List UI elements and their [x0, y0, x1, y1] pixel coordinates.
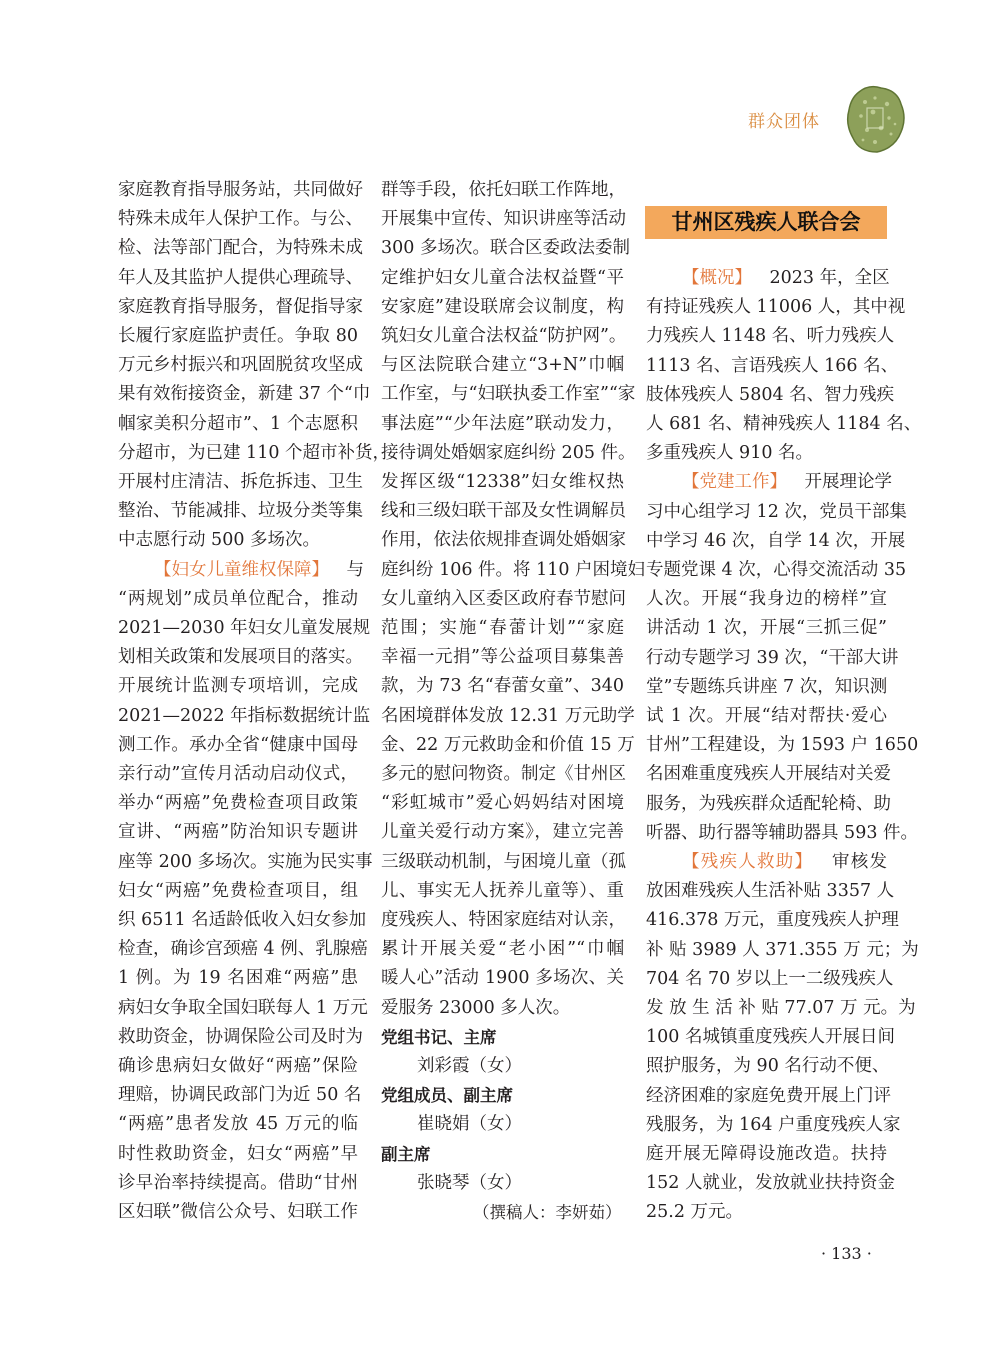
paragraph-line: 爱服务 23000 多人次。: [381, 997, 571, 1018]
relief-paragraph-start-text: 审核发: [830, 852, 887, 872]
paragraph-line: 甘州”工程建设，为 1593 户 1650: [646, 735, 919, 756]
paragraph-line: 理赔，协调民政部门为近 50 名: [118, 1085, 362, 1106]
leader-role: 副主席: [381, 1144, 431, 1164]
page-number: · 133 ·: [821, 1244, 872, 1263]
paragraph-line: 人次。开展“我身边的榜样”宣: [646, 589, 887, 610]
paragraph-line: 儿童关爱行动方案》，建立完善: [381, 822, 624, 843]
paragraph-line: 宣讲、“两癌”防治知识专题讲: [118, 822, 358, 843]
jade-seal-icon: [845, 84, 907, 154]
paragraph-line: 发挥区级“12338”妇女维权热: [381, 472, 624, 492]
overview-paragraph-start-tag: 【概况】: [682, 268, 752, 288]
paragraph-line: 讲活动 1 次，开展“三抓三促”: [646, 618, 887, 639]
paragraph-line: 划相关政策和发展项目的落实。: [118, 647, 363, 668]
section-label: 群众团体: [748, 112, 820, 132]
paragraph-line: 704 名 70 岁以上一二级残疾人: [646, 968, 894, 989]
paragraph-line: 多重残疾人 910 名。: [646, 443, 814, 464]
paragraph-line: 确诊患病妇女做好“两癌”保险: [118, 1056, 358, 1076]
paragraph-line: 举办“两癌”免费检查项目政策: [118, 793, 358, 814]
paragraph-line: 416.378 万元，重度残疾人护理: [646, 910, 899, 931]
paragraph-line: “彩虹城市”爱心妈妈结对困境: [381, 793, 624, 814]
paragraph-line: 2021—2030 年妇女儿童发展规: [118, 618, 371, 638]
paragraph-line: 安家庭”建设联席会议制度，构: [381, 296, 624, 317]
paragraph-line: 多元的慰问物资。制定《甘州区: [381, 764, 626, 784]
paragraph-line: 筑妇女儿童合法权益“防护网”。: [381, 326, 627, 346]
org-heading: 甘州区残疾人联合会: [645, 206, 887, 239]
paragraph-line: 款，为 73 名“春蕾女童”、340: [381, 676, 624, 697]
party-paragraph-start-tag: 【党建工作】: [682, 472, 787, 493]
paragraph-line: 长履行家庭监护责任。争取 80: [118, 326, 358, 346]
leader-role: 党组成员、副主席: [381, 1086, 513, 1106]
paragraph-line: 分超市，为已建 110 个超市补货，: [118, 442, 391, 463]
paragraph-line: 专题党课 4 次，心得交流活动 35: [646, 560, 907, 580]
paragraph-line: 听器、助行器等辅助器具 593 件。: [646, 822, 919, 843]
paragraph-line: 金、22 万元救助金和价值 15 万: [381, 734, 635, 755]
paragraph-line: 放困难残疾人生活补贴 3357 人: [646, 881, 895, 902]
paragraph-line: 儿、事实无人抚养儿童等）、重: [381, 880, 624, 901]
leader-name: 刘彩霞（女）: [417, 1056, 522, 1076]
paragraph-line: 女儿童纳入区委区政府春节慰问: [381, 588, 626, 609]
paragraph-line: 区妇联”微信公众号、妇联工作: [118, 1202, 358, 1222]
paragraph-line: 经济困难的家庭免费开展上门评: [646, 1085, 891, 1106]
paragraph-line: 累计开展关爱“老小困”“巾帼: [381, 939, 624, 960]
paragraph-line: 照护服务，为 90 名行动不便、: [646, 1056, 890, 1077]
paragraph-line: 帼家美积分超市”、1 个志愿积: [118, 413, 358, 434]
paragraph-line: 妇女“两癌”免费检查项目，组: [118, 880, 358, 901]
overview-paragraph-start: [682, 264, 890, 293]
paragraph-line: 服务，为残疾群众适配轮椅、助: [646, 793, 891, 814]
paragraph-line: 果有效衔接资金，新建 37 个“巾: [118, 384, 371, 405]
paragraph-line: 病妇女争取全国妇联每人 1 万元: [118, 997, 368, 1018]
paragraph-line: 家庭教育指导服务，督促指导家: [118, 296, 363, 317]
relief-paragraph-start: [682, 848, 887, 877]
paragraph-line: 检、法等部门配合，为特殊未成: [118, 238, 363, 259]
paragraph-line: 时性救助资金，妇女“两癌”早: [118, 1143, 358, 1164]
paragraph-line: 人 681 名、精神残疾人 1184 名、: [646, 414, 922, 434]
paragraph-line: 中志愿行动 500 多场次。: [118, 530, 321, 551]
paragraph-line: 作用，依法依规排查调处婚姻家: [381, 530, 626, 551]
paragraph-line: 事法庭”“少年法庭”联动发力，: [381, 413, 624, 434]
paragraph-line: 名困难重度残疾人开展结对关爱: [646, 764, 891, 785]
paragraph-line: 接待调处婚姻家庭纠纷 205 件。: [381, 442, 636, 463]
paragraph-line: 1113 名、言语残疾人 166 名、: [646, 355, 899, 376]
rights-paragraph-start-text: 与: [346, 559, 364, 580]
paragraph-line: 发 放 生 活 补 贴 77.07 万 元。为: [646, 998, 916, 1018]
paragraph-line: 定维护妇女儿童合法权益暨“平: [381, 267, 624, 288]
paragraph-line: “两癌”患者发放 45 万元的临: [118, 1114, 358, 1135]
leader-name: 张晓琴（女）: [417, 1172, 522, 1193]
paragraph-line: 1 例。为 19 名困难“两癌”患: [118, 968, 358, 989]
paragraph-line: 行动专题学习 39 次，“干部大讲: [646, 647, 899, 668]
paragraph-line: 座等 200 多场次。实施为民实事: [118, 851, 373, 872]
paragraph-line: 力残疾人 1148 名、听力残疾人: [646, 326, 895, 347]
overview-paragraph-start-text: 2023 年，全区: [769, 268, 890, 288]
paragraph-line: 堂”专题练兵讲座 7 次，知识测: [646, 676, 888, 697]
paragraph-line: 开展集中宣传、知识讲座等活动: [381, 209, 626, 230]
paragraph-line: 三级联动机制，与困境儿童（孤: [381, 851, 626, 872]
paragraph-line: 亲行动”宣传月活动启动仪式，: [118, 764, 358, 784]
paragraph-line: 诊早治率持续提高。借助“甘州: [118, 1172, 358, 1193]
column-1: [118, 176, 391, 1236]
paragraph-line: 工作室，与“妇联执委工作室”“家: [381, 384, 636, 405]
rights-paragraph-start: [154, 556, 364, 585]
leader-role: 党组书记、主席: [381, 1027, 497, 1047]
paragraph-line: 测工作。承办全省“健康中国母: [118, 734, 358, 755]
paragraph-line: 织 6511 名适龄低收入妇女参加: [118, 910, 367, 930]
party-paragraph-start-text: 开展理论学: [804, 472, 892, 493]
column-2: [381, 176, 646, 1236]
paragraph-line: 名困境群体发放 12.31 万元助学: [381, 705, 635, 726]
paragraph-line: 救助资金，协调保险公司及时为: [118, 1026, 363, 1047]
paragraph-line: 暖人心”活动 1900 多场次、关: [381, 968, 624, 989]
paragraph-line: 开展统计监测专项培训，完成: [118, 676, 358, 697]
paragraph-line: 肢体残疾人 5804 名、智力残疾: [646, 384, 895, 405]
leader-name: 崔晓娟（女）: [417, 1114, 522, 1135]
author-credit: （撰稿人：李妍茹）: [473, 1203, 622, 1222]
paragraph-line: 年人及其监护人提供心理疏导、: [118, 267, 363, 288]
paragraph-line: 万元乡村振兴和巩固脱贫攻坚成: [118, 355, 363, 376]
paragraph-line: 习中心组学习 12 次，党员干部集: [646, 501, 907, 522]
paragraph-line: 整治、节能减排、垃圾分类等集: [118, 501, 363, 522]
paragraph-line: 补 贴 3989 人 371.355 万 元；为: [646, 939, 919, 960]
rights-paragraph-start-tag: 【妇女儿童维权保障】: [154, 559, 329, 580]
paragraph-line: 2021—2022 年指标数据统计监: [118, 705, 371, 726]
paragraph-line: 检查，确诊宫颈癌 4 例、乳腺癌: [118, 939, 368, 960]
relief-paragraph-start-tag: 【残疾人救助】: [682, 852, 814, 872]
paragraph-line: 与区法院联合建立“3+N”巾帼: [381, 355, 624, 376]
paragraph-line: 残服务，为 164 户重度残疾人家: [646, 1114, 901, 1135]
paragraph-line: 度残疾人、特困家庭结对认亲，: [381, 910, 626, 930]
paragraph-line: 特殊未成年人保护工作。与公、: [118, 209, 363, 230]
column-3: [646, 264, 922, 1244]
paragraph-line: 开展村庄清洁、拆危拆违、卫生: [118, 472, 363, 492]
paragraph-line: 300 多场次。联合区委政法委制: [381, 238, 630, 259]
party-paragraph-start: [682, 468, 892, 497]
paragraph-line: 庭开展无障碍设施改造。扶持: [646, 1144, 887, 1164]
paragraph-line: 群等手段，依托妇联工作阵地，: [381, 180, 626, 200]
paragraph-line: 范围；实施“春蕾计划”“家庭: [381, 618, 624, 638]
paragraph-line: 有持证残疾人 11006 人，其中视: [646, 297, 906, 318]
paragraph-line: 中学习 46 次，自学 14 次，开展: [646, 530, 906, 551]
paragraph-line: 家庭教育指导服务站，共同做好: [118, 180, 363, 200]
paragraph-line: 线和三级妇联干部及女性调解员: [381, 501, 626, 522]
paragraph-line: 25.2 万元。: [646, 1202, 744, 1223]
paragraph-line: “两规划”成员单位配合，推动: [118, 588, 358, 609]
paragraph-line: 152 人就业，发放就业扶持资金: [646, 1173, 895, 1194]
paragraph-line: 100 名城镇重度残疾人开展日间: [646, 1027, 895, 1048]
paragraph-line: 幸福一元捐”等公益项目募集善: [381, 647, 624, 668]
paragraph-line: 庭纠纷 106 件。将 110 户困境妇: [381, 559, 646, 580]
paragraph-line: 试 1 次。开展“结对帮扶·爱心: [646, 706, 887, 726]
